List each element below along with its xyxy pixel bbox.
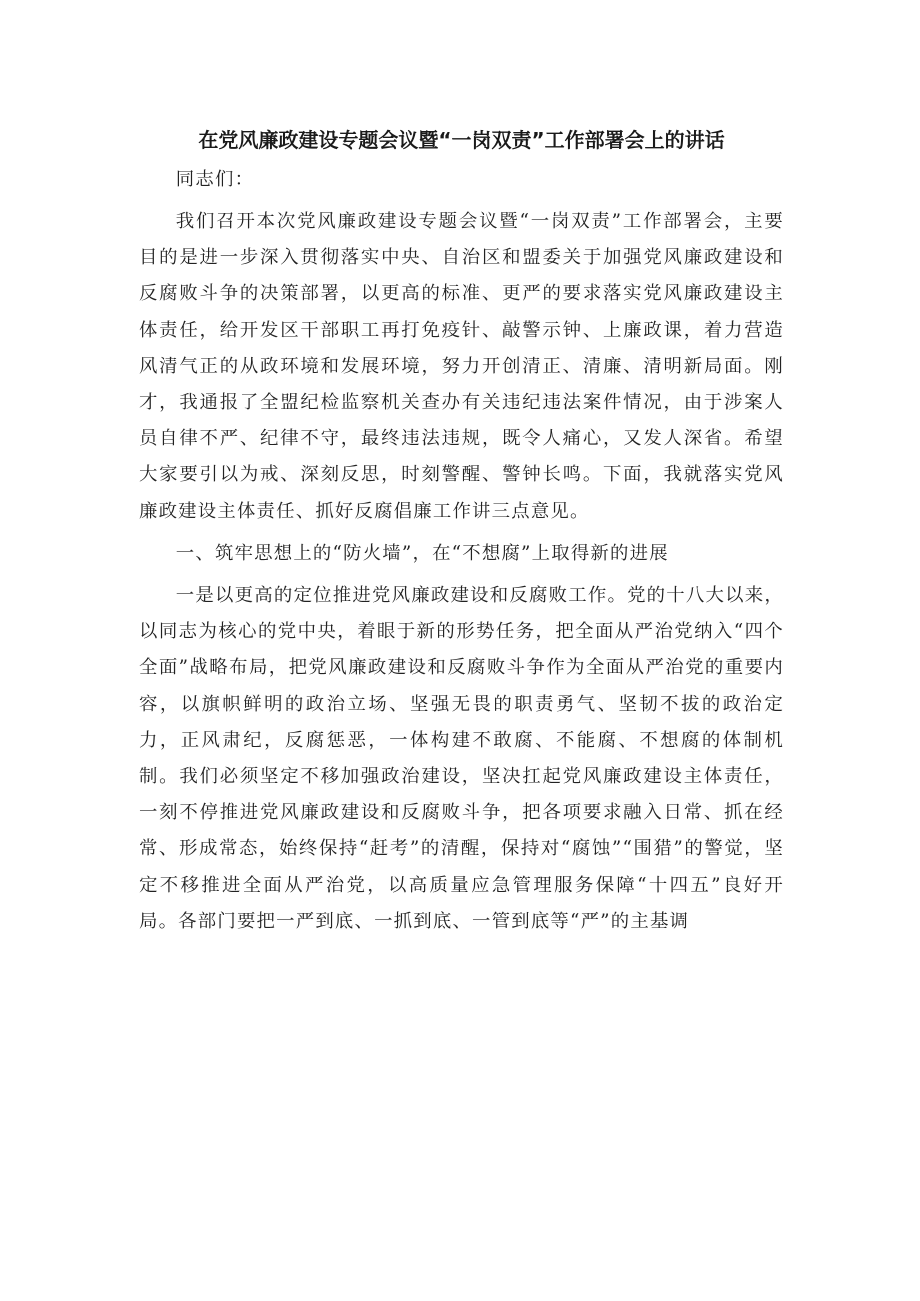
- document-title: 在党风廉政建设专题会议暨“一岗双责”工作部署会上的讲话: [198, 128, 725, 152]
- section-1-paragraph: 一是以更高的定位推进党风廉政建设和反腐败工作。党的十八大以来，以同志为核心的党中央，着眼于新的形势任务，把全面从严治党纳入“四个全面”战略布局，把党风廉政建设和反腐败斗争作为全面从严治党的重要内容，以旗帜鲜明的政治立场、坚强无畏的职责勇气、坚韧不拔的政治定力，正风肃纪，反腐惩恶，一体构建不敢腐、不能腐、不想腐的体制机制。我们必须坚定不移加强政治建设，坚决扛起党风廉政建设主体责任，一刻不停推进党风廉政建设和反腐败斗争，把各项要求融入日常、抓在经常、形成常态，始终保持“赶考”的清醒，保持对“腐蚀”“围猎”的警觉，坚定不移推进全面从严治党，以高质量应急管理服务保障“十四五”良好开局。各部门要把一严到底、一抓到底、一管到底等“严”的主基调: [139, 585, 784, 932]
- salutation: 同志们：: [175, 169, 255, 190]
- section-1-heading: 一、筑牢思想上的“防火墙”，在“不想腐”上取得新的进展: [175, 542, 669, 564]
- intro-paragraph: 我们召开本次党风廉政建设专题会议暨“一岗双责”工作部署会，主要目的是进一步深入贯彻落实中央、自治区和盟委关于加强党风廉政建设和反腐败斗争的决策部署，以更高的标准、更严的要求落实党风廉政建设主体责任，给开发区干部职工再打免疫针、敲警示钟、上廉政课，着力营造风清气正的从政环境和发展环境，努力开创清正、清廉、清明新局面。刚才，我通报了全盟纪检监察机关查办有关违纪违法案件情况，由于涉案人员自律不严、纪律不守，最终违法违规，既令人痛心，又发人深省。希望大家要引以为戒、深刻反思，时刻警醒、警钟长鸣。下面，我就落实党风廉政建设主体责任、抓好反腐倡廉工作讲三点意见。: [139, 211, 784, 522]
- document-page: [139, 118, 784, 940]
